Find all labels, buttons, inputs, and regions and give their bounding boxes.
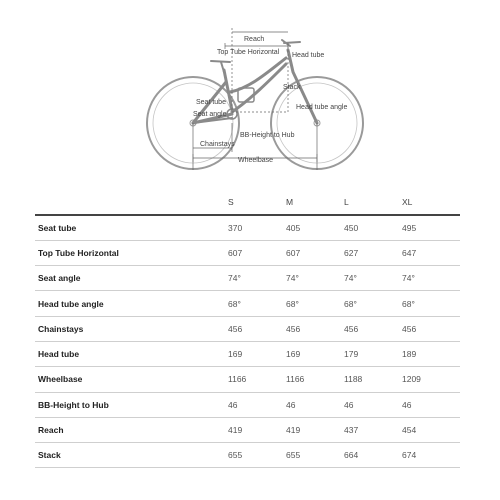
table-row (35, 417, 460, 442)
value-cell: 74° (228, 266, 286, 291)
table-body (35, 215, 460, 468)
table-row (35, 341, 460, 366)
row-label: BB-Height to Hub (35, 392, 228, 417)
row-label: Head tube angle (35, 291, 228, 316)
value-cell: 46 (402, 392, 460, 417)
value-cell: 627 (344, 240, 402, 265)
size-header-s: S (228, 190, 286, 215)
label-stack: Stack (283, 84, 301, 91)
value-cell: 664 (344, 443, 402, 468)
row-label: Stack (35, 443, 228, 468)
value-cell: 46 (344, 392, 402, 417)
value-cell: 456 (402, 316, 460, 341)
value-cell: 456 (286, 316, 344, 341)
table-row (35, 240, 460, 265)
value-cell: 495 (402, 215, 460, 240)
row-label: Seat tube (35, 215, 228, 240)
value-cell: 68° (344, 291, 402, 316)
table-header-row (35, 190, 460, 215)
value-cell: 674 (402, 443, 460, 468)
row-label: Seat angle (35, 266, 228, 291)
row-label: Chainstays (35, 316, 228, 341)
value-cell: 655 (286, 443, 344, 468)
label-seat-angle: Seat angle (193, 111, 227, 118)
value-cell: 1209 (402, 367, 460, 392)
value-cell: 647 (402, 240, 460, 265)
size-header-l: L (344, 190, 402, 215)
table-row (35, 367, 460, 392)
value-cell: 46 (286, 392, 344, 417)
value-cell: 74° (344, 266, 402, 291)
value-cell: 370 (228, 215, 286, 240)
geometry-table (35, 190, 460, 468)
table-row (35, 392, 460, 417)
value-cell: 179 (344, 341, 402, 366)
bike-geometry-diagram (0, 0, 500, 175)
label-top-tube-horizontal: Top Tube Horizontal (217, 49, 280, 56)
table-row (35, 443, 460, 468)
value-cell: 1188 (344, 367, 402, 392)
value-cell: 456 (228, 316, 286, 341)
size-header-xl: XL (402, 190, 460, 215)
value-cell: 454 (402, 417, 460, 442)
label-chainstays: Chainstays (200, 141, 235, 148)
value-cell: 1166 (228, 367, 286, 392)
value-cell: 68° (286, 291, 344, 316)
label-wheelbase: Wheelbase (238, 157, 274, 164)
label-seat-tube: Seat tube (196, 99, 226, 106)
value-cell: 68° (402, 291, 460, 316)
value-cell: 456 (344, 316, 402, 341)
table-row (35, 291, 460, 316)
value-cell: 169 (228, 341, 286, 366)
value-cell: 655 (228, 443, 286, 468)
row-label: Top Tube Horizontal (35, 240, 228, 265)
label-head-tube: Head tube (292, 52, 325, 59)
table-row (35, 215, 460, 240)
label-reach: Reach (244, 36, 265, 43)
value-cell: 169 (286, 341, 344, 366)
table-row (35, 316, 460, 341)
value-cell: 46 (228, 392, 286, 417)
value-cell: 607 (228, 240, 286, 265)
value-cell: 450 (344, 215, 402, 240)
value-cell: 68° (228, 291, 286, 316)
value-cell: 405 (286, 215, 344, 240)
label-head-tube-angle: Head tube angle (296, 104, 348, 111)
row-label: Wheelbase (35, 367, 228, 392)
size-header-m: M (286, 190, 344, 215)
value-cell: 74° (402, 266, 460, 291)
row-label: Head tube (35, 341, 228, 366)
value-cell: 1166 (286, 367, 344, 392)
table-row (35, 266, 460, 291)
value-cell: 74° (286, 266, 344, 291)
value-cell: 189 (402, 341, 460, 366)
row-label: Reach (35, 417, 228, 442)
value-cell: 419 (228, 417, 286, 442)
value-cell: 419 (286, 417, 344, 442)
value-cell: 437 (344, 417, 402, 442)
value-cell: 607 (286, 240, 344, 265)
label-bb-height-to-hub: BB-Height to Hub (240, 132, 295, 139)
table-header-corner (35, 190, 228, 215)
